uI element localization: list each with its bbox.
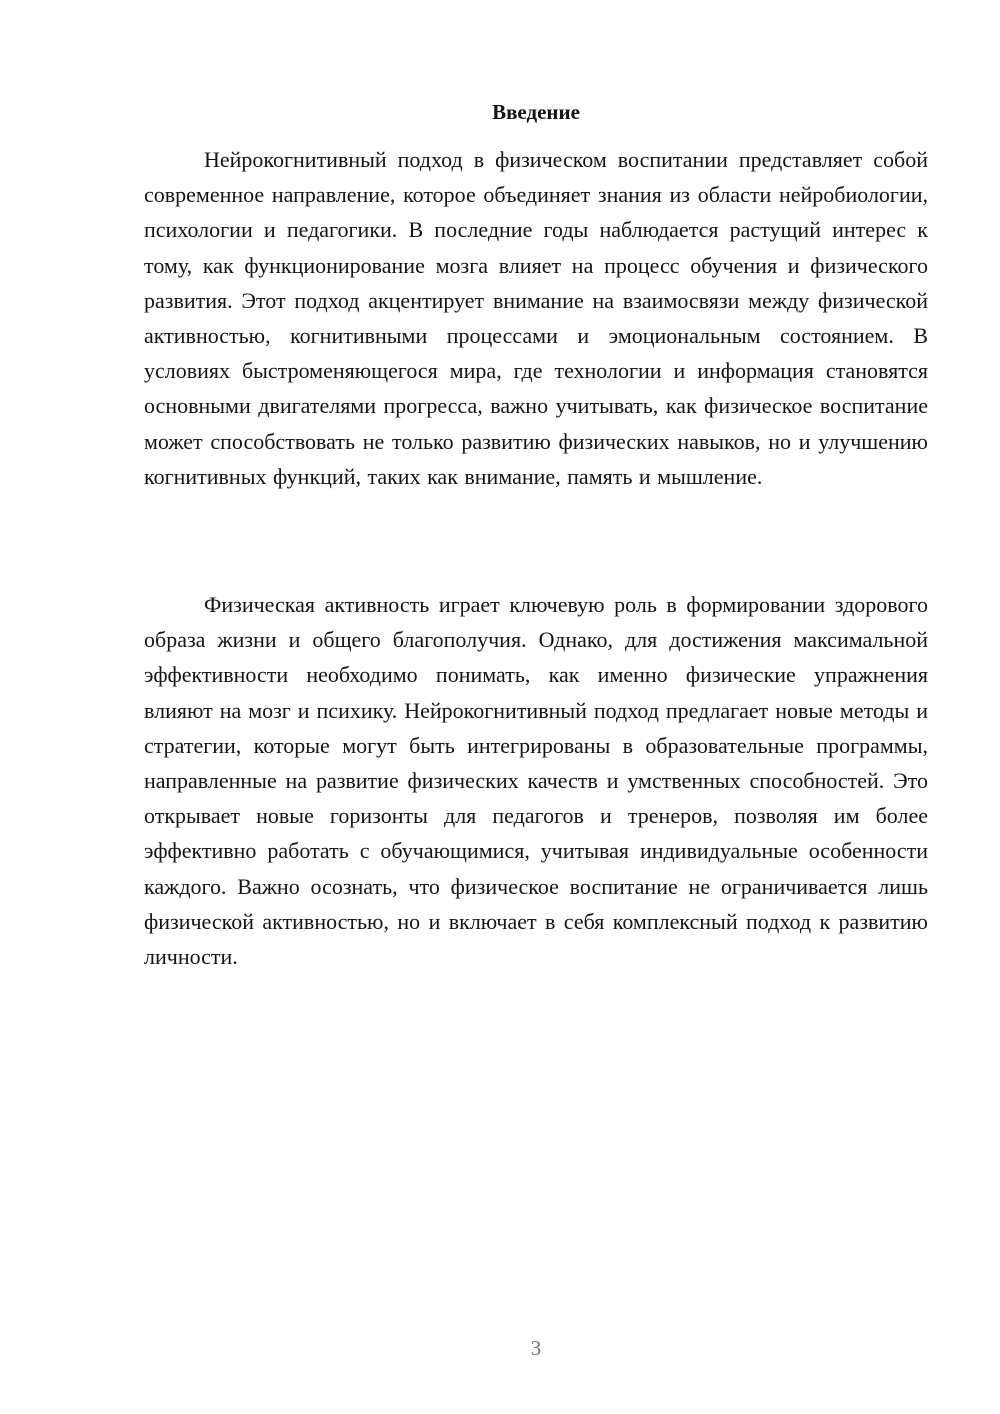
- paragraph-1: Нейрокогнитивный подход в физическом воспитании представляет собой современное направление, которое объединяет знания из области нейробиологии, психологии и педагогики. В последние годы наблюдается растущий интерес к тому, как функционирование мозга влияет на процесс обучения и физического развития. Этот подход акцентирует внимание на взаимосвязи между физической активностью, когнитивными процессами и эмоциональным состоянием. В условиях быстроменяющегося мира, где технологии и информация становятся основными двигателями прогресса, важно учитывать, как физическое воспитание может способствовать не только развитию физических навыков, но и улучшению когнитивных функций, таких как внимание, память и мышление.: [144, 147, 928, 489]
- paragraph-2: Физическая активность играет ключевую роль в формировании здорового образа жизни и общего благополучия. Однако, для достижения максимальной эффективности необходимо понимать, как именно физические упражнения влияют на мозг и психику. Нейрокогнитивный подход предлагает новые методы и стратегии, которые могут быть интегрированы в образовательные программы, направленные на развитие физических качеств и умственных способностей. Это открывает новые горизонты для педагогов и тренеров, позволяя им более эффективно работать с обучающимися, учитывая индивидуальные особенности каждого. Важно осознать, что физическое воспитание не ограничивается лишь физической активностью, но и включает в себя комплексный подход к развитию личности.: [144, 592, 928, 970]
- page-number: 3: [530, 1336, 542, 1360]
- page-title: Введение: [492, 100, 580, 124]
